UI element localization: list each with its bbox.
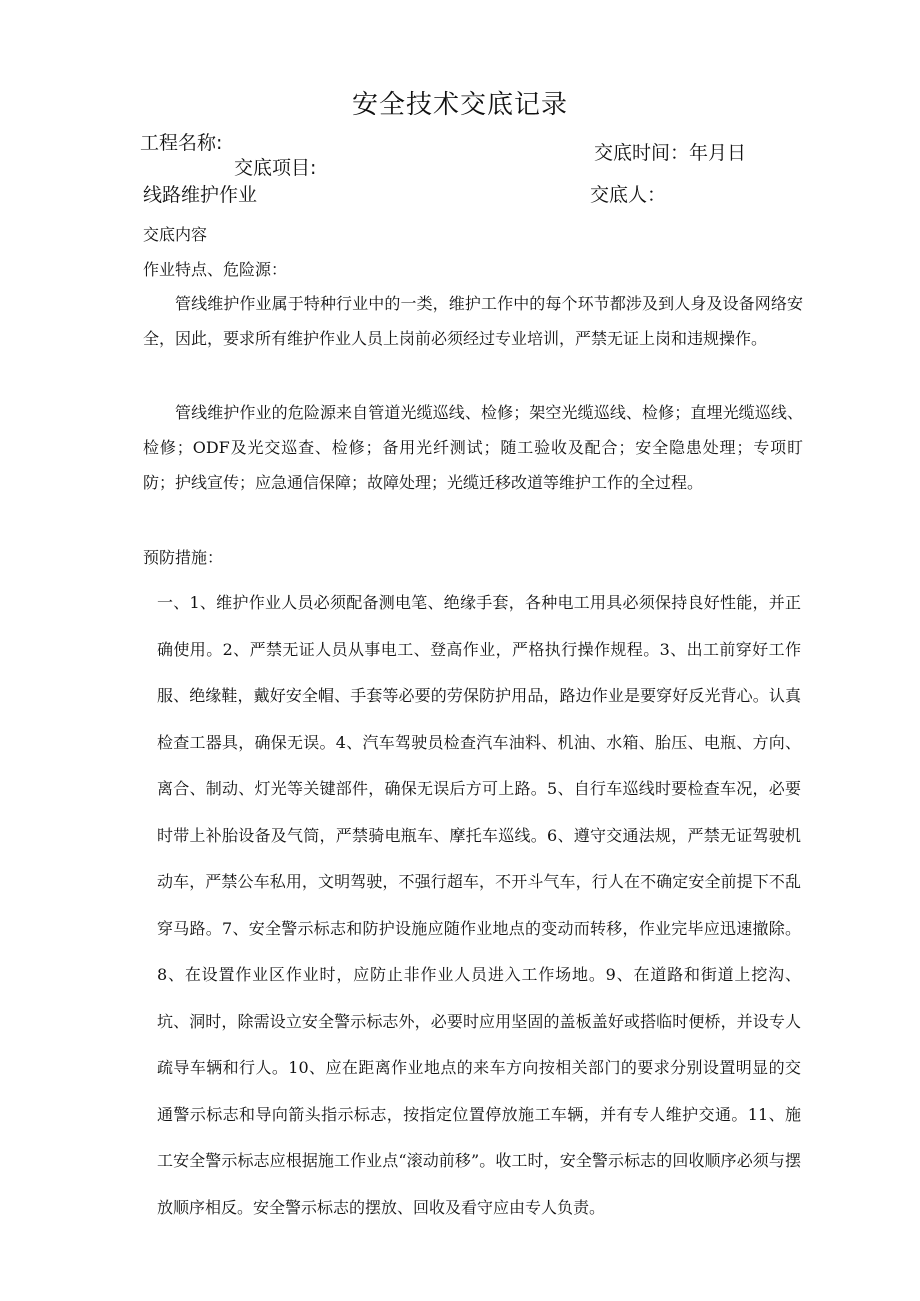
project-name-label: 工程名称:	[140, 132, 223, 154]
paragraph-responsibility: 管线维护作业属于特种行业中的一类，维护工作中的每个环节都涉及到人身及设备网络安全，因此，要求所有维护作业人员上岗前必须经过专业培训，严禁无证上岗和违规操作。	[143, 294, 803, 348]
hazards-heading: 作业特点、危险源：	[143, 260, 288, 279]
content-label: 交底内容	[143, 225, 208, 244]
discloser-label: 交底人：	[590, 184, 667, 206]
paragraph-hazard-sources: 管线维护作业的危险源来自管道光缆巡线、检修；架空光缆巡线、检修；直埋光缆巡线、检修；ODF及光交巡查、检修；备用光纤测试；随工验收及配合；安全隐患处理；专项盯防；护线宣传；应急通信保障；故障处理；光缆迁移改道等维护工作的全过程。	[143, 403, 803, 492]
prevention-measures-text: 一、1、维护作业人员必须配备测电笔、绝缘手套，各种电工用具必须保持良好性能，并正确使用。2、严禁无证人员从事电工、登高作业，严格执行操作规程。3、出工前穿好工作服、绝缘鞋，戴好安全帽、手套等必要的劳保防护用品，路边作业是要穿好反光背心。认真检查工器具，确保无误。4、汽车驾驶员检查汽车油料、机油、水箱、胎压、电瓶、方向、离合、制动、灯光等关键部件，确保无误后方可上路。5、自行车巡线时要检查车况，必要时带上补胎设备及气筒，严禁骑电瓶车、摩托车巡线。6、遵守交通法规，严禁无证驾驶机动车，严禁公车私用，文明驾驶，不强行超车，不开斗气车，行人在不确定安全前提下不乱穿马路。7、安全警示标志和防护设施应随作业地点的变动而转移，作业完毕应迅速撤除。8、在设置作业区作业时，应防止非作业人员进入工作场地。9、在道路和街道上挖沟、坑、洞时，除需设立安全警示标志外，必要时应用坚固的盖板盖好或搭临时便桥，并设专人疏导车辆和行人。10、应在距离作业地点的来车方向按相关部门的要求分别设置明显的交通警示标志和导向箭头指示标志，按指定位置停放施工车辆，并有专人维护交通。11、施工安全警示标志应根据施工作业点“滚动前移”。收工时，安全警示标志的回收顺序必须与摆放顺序相反。安全警示标志的摆放、回收及看守应由专人负责。	[157, 593, 801, 1217]
page-title: 安全技术交底记录	[351, 90, 568, 120]
disclosure-item-label: 交底项目:	[234, 157, 317, 179]
prevention-heading: 预防措施：	[143, 548, 224, 567]
disclosure-time: 交底时间：年月日	[594, 142, 747, 164]
disclosure-item-value: 线路维护作业	[143, 184, 258, 206]
